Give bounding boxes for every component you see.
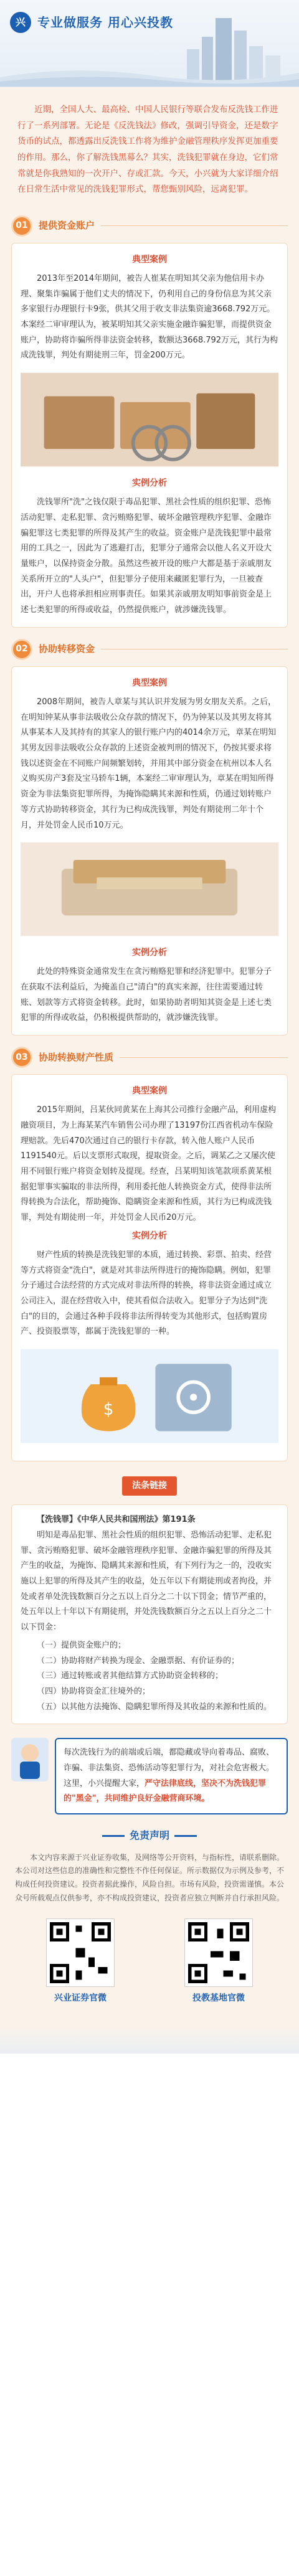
brand [10, 11, 173, 34]
case-card [11, 666, 288, 1036]
law-list [21, 1638, 278, 1715]
case-text: 2013年至2014年期间，被告人崔某在明知其父亲为他信用卡办理、聚集诈骗属于他们丈夫的情况下，仍利用自己的身份信息为其父亲多家银行办理银行卡9张，供其父用于收支非法集资逾3668.792万元。本案经二审审理认为，被某明知其父亲实施金融诈骗犯罪，而提供资金账户，协助将诈骗所得非法资金转移，数额达3668.792万元，其行为构成洗钱罪，判处有期徒刑三年，罚金200万元。 [21, 274, 278, 361]
safe-moneybag-icon [21, 1346, 278, 1446]
analysis-text: 洗钱罪所"洗"之钱仅限于毒品犯罪、黑社会性质的组织犯罪、恐怖活动犯罪、走私犯罪、贪污贿赂犯罪、破坏金融管理秩序犯罪、金融诈骗犯罪这七类犯罪的所得及其产生的收益。资金账户是洗钱犯罪中最常用的工具之一，因此为了逃避打击，犯罪分子通常会以他人名义开设大量账户，以保持资金分散。虽然这些被开设的账户大都是基于亲戚朋友关系所开立的"人头户"，但犯罪分子使用来藏匿犯罪行为，一旦被查出，开户人也将承担相应刑事责任。如果其亲戚朋友明知事前资金是上述七类犯罪的所得或收益，仍然提供账户，就涉嫌洗钱罪。 [21, 498, 272, 615]
brand-logo: 兴 [10, 12, 31, 33]
law-title-text: 【洗钱罪】《中华人民共和国刑法》第191条 [37, 1515, 196, 1525]
qr-row [11, 1918, 288, 2019]
qr-label: 兴业证券官微 [54, 1993, 107, 2004]
article-content [0, 87, 299, 2025]
divider [102, 1835, 125, 1837]
qr-code-icon[interactable] [184, 1918, 253, 1987]
money-stack-icon [21, 370, 278, 469]
money-photo [21, 839, 278, 939]
page-title: 专业做服务 用心兴投教 [37, 15, 173, 30]
money-photo [21, 370, 278, 469]
section-3 [11, 1047, 288, 1461]
law-link-chip: 法条链接 [122, 1476, 177, 1496]
section-number: 01 [11, 215, 32, 237]
mascot-avatar [11, 1738, 49, 1781]
case-card [11, 243, 288, 628]
tip-emphasis: 严守法律底线，坚决不为洗钱犯罪的"黑金"，共同维护良好金融营商环境。 [64, 1778, 267, 1804]
law-item: （二）协助将财产转换为现金、金融票据、有价证券的； [37, 1656, 240, 1666]
mascot-icon [11, 1738, 49, 1781]
case-label: 典型案例 [132, 677, 167, 688]
law-item: （五）以其他方法掩饰、隐瞒犯罪所得及其收益的来源和性质的。 [37, 1702, 272, 1712]
wave-decoration [0, 62, 299, 87]
footer-decoration [0, 2025, 299, 2054]
law-text: 明知是毒品犯罪、黑社会性质的组织犯罪、恐怖活动犯罪、走私犯罪、贪污贿赂犯罪、破坏金融管理秩序犯罪、金融诈骗犯罪的所得及其产生的收益，为掩饰、隐瞒其来源和性质，有下列行为之一的，没收实施以上犯罪的所得及其产生的收益，处五年以下有期徒刑或者拘役，并处或者单处洗钱数额百分之五以上百分之二十以下罚金；情节严重的，处五年以上十年以下有期徒刑，并处洗钱数额百分之五以上百分之二十以下罚金： [21, 1531, 272, 1633]
section-number: 02 [11, 639, 32, 660]
analysis-text: 此处的特殊资金通常发生在贪污贿赂犯罪和经济犯罪中。犯罪分子在获取不法利益后，为掩盖自己"清白"的真实来源，往往需要通过转账、划款等方式将资金转移。此时，如果协助者明知其资金是上述七类犯罪的所得或收益，仍积极提供帮助的，就涉嫌洗钱罪。 [21, 967, 272, 1023]
section-header [11, 1047, 288, 1068]
case-label: 典型案例 [132, 254, 167, 265]
analysis-label: 实例分析 [132, 478, 167, 489]
divider [101, 225, 288, 226]
law-item: （三）通过转账或者其他结算方式协助资金转移的； [37, 1671, 224, 1681]
cash-wallet-icon [21, 839, 278, 939]
section-header [11, 215, 288, 237]
case-label: 典型案例 [132, 1086, 167, 1097]
section-number: 03 [11, 1047, 32, 1068]
tip-block [11, 1738, 288, 1814]
safe-photo [21, 1346, 278, 1446]
law-link-header [11, 1476, 288, 1496]
disclaimer-header [11, 1827, 288, 1845]
case-text: 2015年期间，吕某伙同黄某在上海其公司推行金融产品，利用虚构融资项目，为上海某某汽车销售公司办理了13197份江西省机动车保险理赔款。先后470次通过自己的银行卡存款，转入他人账户人民币1191540元。后以支票形式取现，提取资金。之后，调某乙之又屡次使用不同银行账户将资金划转及提现。经查，吕某明知该笔款项系黄某根据犯罪事实骗取的非法所得，利用委托他人转换资金方式，使得非法所得转换为合法化，帮助掩饰、隐瞒资金来源和性质，其行为已构成洗钱罪，判处有期徒刑一年，并处罚金人民币20万元。 [21, 1105, 277, 1223]
disclaimer [11, 1827, 288, 1905]
qr-label: 投教基地官微 [192, 1993, 245, 2004]
section-title: 提供资金账户 [39, 220, 95, 232]
header-banner [0, 0, 299, 87]
qr-item[interactable] [184, 1918, 253, 2006]
section-2 [11, 639, 288, 1036]
law-title [21, 1512, 278, 1528]
qr-code-icon[interactable] [46, 1918, 115, 1987]
disclaimer-title: 免责声明 [129, 1829, 169, 1842]
law-card [11, 1504, 288, 1724]
analysis-label: 实例分析 [132, 1230, 167, 1241]
section-header [11, 639, 288, 660]
law-item: （四）协助将资金汇往境外的； [37, 1686, 151, 1696]
case-card [11, 1074, 288, 1461]
intro-paragraph: 近期，全国人大、最高检、中国人民银行等联合发布反洗钱工作进行了一系列部署。无论是《反洗钱法》修改，强调引导资金，还是数字货币的试点，都透露出反洗钱工作将为维护金融管理秩序发挥更加重要的作用。那么，你了解洗钱黑幕么？其实，洗钱犯罪就在身边，它们常常就是你我熟知的一次开户、存或汇款。今天，小兴就为大家详细介绍在日常生活中常见的洗钱犯罪形式，帮您甄别风险，远离犯罪。 [17, 105, 278, 195]
analysis-label: 实例分析 [132, 948, 167, 958]
section-title: 协助转换财产性质 [39, 1051, 114, 1063]
section-1 [11, 215, 288, 628]
divider [174, 1835, 197, 1837]
qr-item[interactable] [46, 1918, 115, 2006]
analysis-text: 财产性质的转换是洗钱犯罪的本质，通过转换、彩票、拍卖、经营等方式将资金"洗白"，就是对其非法所得进行的掩饰隐瞒。例如，犯罪分子通过合法经营的方式完成对非法所得的转换，将非法资金通过成立公司注入，混在经营收入中，使其看似合法收入。犯罪分子为达到"洗白"的目的，会通过各种手段将非法所得转变为其他形式，包括购置房产、投资股票等，都属于洗钱犯罪的一种。 [21, 1250, 272, 1337]
disclaimer-text: 本文内容来源于兴业证券收集，及网络等公开资料，与指标性，请联系删除。本公司对这些信息的准确性和完整性不作任何保证。所示数据仅为示例及参考，不构成任何投资建议。投资者据此操作，风险自担。市场有风险，投资需谨慎。本公众号所载观点仅供参考，亦不构成投资建议，投资者应独立判断并自行承担风险。 [15, 1852, 285, 1902]
law-item: （一）提供资金账户的； [37, 1640, 126, 1650]
tip-card [55, 1738, 288, 1814]
case-text: 2008年期间，被告人章某与其认识并发展为男女朋友关系。之后，在明知钟某从事非法吸收公众存款的情况下，仍为钟某以及其男友将其从事某本人及其持有的其家人的银行账户内的4014余万元，章某在明知其男友因非法吸收公众存款的上述资金被判刑的情况下，仍按其要求将钱以述资金在不同账户间频繁划转，并用其中部分资金在杭州以本人名义购买房产3套及宝马轿车1辆，本案经二审审理认为，章某在明知所得资金为非法集资犯罪所得，为掩饰隐瞒其来源和性质，仍通过划转账户等方式协助转移资金，其行为已构成洗钱罪，判处有期徒刑二年十个月，并处罚金人民币10万元。 [21, 697, 277, 830]
tip-text: 每次洗钱行为的前端或后端，都隐藏或导向着毒品、腐败、诈骗、非法集资、恐怖活动等犯罪行为，对社会危害极大。这里，小兴提醒大家， [64, 1748, 275, 1788]
svg-text:$: $ [103, 1400, 114, 1420]
divider [120, 1057, 288, 1058]
section-title: 协助转移资金 [39, 643, 95, 655]
